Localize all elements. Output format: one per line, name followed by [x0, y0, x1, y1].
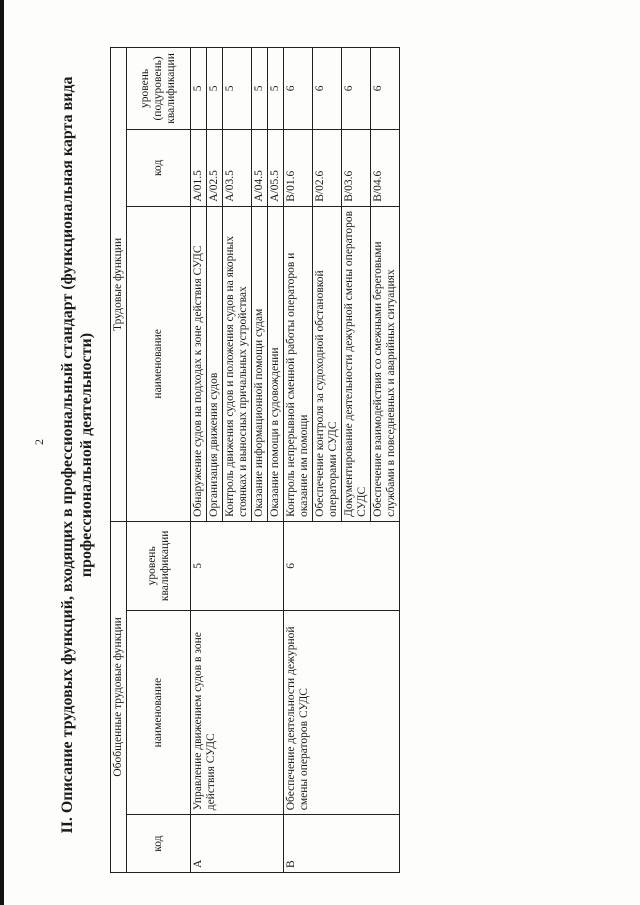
function-level: 6 — [313, 48, 342, 130]
function-code: A/05.5 — [268, 129, 284, 206]
header-gen-code: код — [127, 815, 191, 873]
section-title-line-1: II. Описание трудовых функций, входящих в профессиональный стандарт (функциональная карта вида — [59, 76, 76, 834]
function-name: Обеспечение взаимодействия со смежными береговыми службами в повседневных и аварийных ситуациях — [371, 206, 400, 521]
header-generalized-functions: Обобщенные трудовые функции — [111, 521, 127, 872]
function-level: 5 — [191, 48, 207, 130]
function-code: B/01.6 — [284, 129, 313, 206]
function-code: B/04.6 — [371, 129, 400, 206]
header-func-sublevel: уровень (подуровень) квалификации — [127, 48, 191, 130]
page-number: 2 — [32, 439, 46, 445]
function-level: 6 — [284, 48, 313, 130]
function-level: 5 — [207, 48, 223, 130]
group-name: Обеспечение деятельности дежурной смены операторов СУДС — [284, 610, 400, 814]
function-code: A/03.5 — [223, 129, 252, 206]
header-func-code: код — [127, 129, 191, 206]
group-name: Управление движением судов в зоне действия СУДС — [191, 610, 284, 814]
function-name: Организация движения судов — [207, 206, 223, 521]
function-level: 6 — [371, 48, 400, 130]
function-code: A/02.5 — [207, 129, 223, 206]
header-func-name: наименование — [127, 206, 191, 521]
header-gen-level: уровень квалификации — [127, 521, 191, 610]
section-title-line-2: профессиональной деятельности) — [78, 332, 95, 578]
header-gen-name: наименование — [127, 610, 191, 814]
function-name: Контроль непрерывной сменной работы операторов и оказание им помощи — [284, 206, 313, 521]
function-code: A/01.5 — [191, 129, 207, 206]
function-level: 5 — [252, 48, 268, 130]
function-code: B/03.6 — [342, 129, 371, 206]
section-title — [58, 45, 96, 865]
function-level: 5 — [223, 48, 252, 130]
function-level: 5 — [268, 48, 284, 130]
function-name: Обнаружение судов на подходах к зоне действия СУДС — [191, 206, 207, 521]
function-name: Контроль движения судов и положения судов на якорных стоянках и выносных причальных устройствах — [223, 206, 252, 521]
function-code: A/04.5 — [252, 129, 268, 206]
function-name: Оказание помощи в судовождении — [268, 206, 284, 521]
function-level: 6 — [342, 48, 371, 130]
table-row — [191, 48, 207, 873]
group-code: В — [284, 815, 400, 873]
rotated-page-content — [30, 25, 640, 875]
page-edge-line — [0, 0, 4, 905]
header-labor-functions: Трудовые функции — [111, 48, 127, 522]
function-code: B/02.6 — [313, 129, 342, 206]
group-level: 6 — [284, 521, 400, 610]
group-level: 5 — [191, 521, 284, 610]
function-name: Оказание информационной помощи судам — [252, 206, 268, 521]
function-name: Документирование деятельности дежурной смены операторов СУДС — [342, 206, 371, 521]
functional-map-table — [110, 47, 400, 873]
function-name: Обеспечение контроля за судоходной обстановкой операторами СУДС — [313, 206, 342, 521]
group-code: А — [191, 815, 284, 873]
table-row — [284, 48, 313, 873]
